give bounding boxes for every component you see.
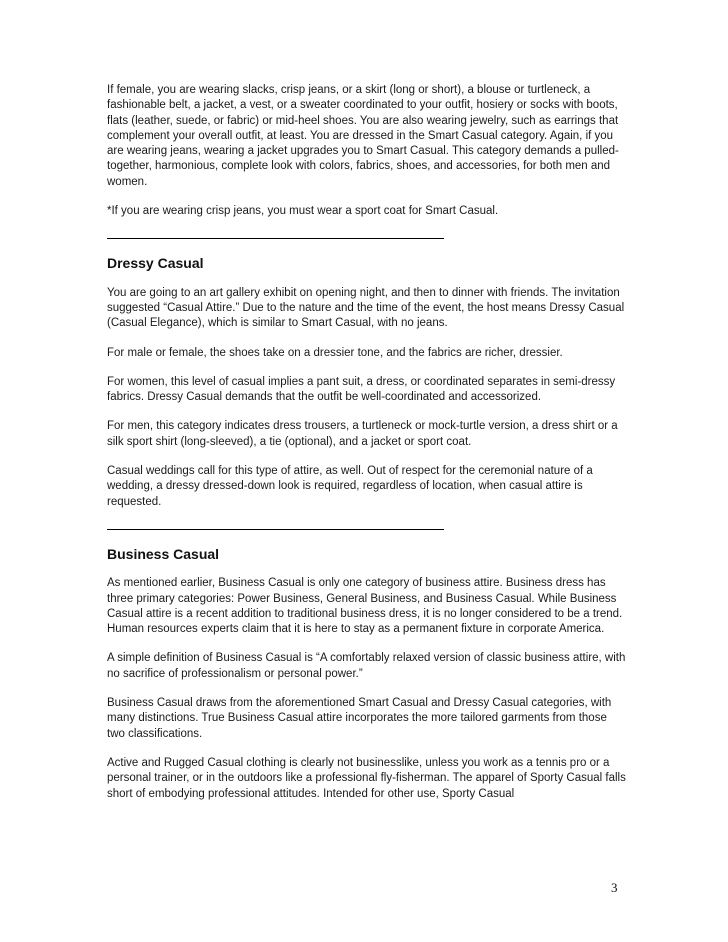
business-paragraph-2: A simple definition of Business Casual is “A comfortably relaxed version of classic business attire, with no sacrifice of professionalism or personal power.” <box>107 652 626 680</box>
page-number: 3 <box>611 880 618 895</box>
dressy-paragraph-3: For women, this level of casual implies a pant suit, a dress, or coordinated separates in semi-dressy fabrics. Dressy Casual demands that the outfit be well-coordinated and accessorized. <box>107 375 616 404</box>
section-divider <box>107 529 444 530</box>
business-paragraph-3: Business Casual draws from the aforementioned Smart Casual and Dressy Casual categories, with many distinctions. True Business Casual attire incorporates the more tailored garments from those two classifications. <box>107 697 612 740</box>
business-paragraph-1: As mentioned earlier, Business Casual is only one category of business attire. Business dress has three primary categories: Power Business, General Business, and Business Casual. While Business Casual attire is a recent addition to traditional business dress, it is no longer considered to be a trend. Human resources experts claim that it is here to stay as a permanent fixture in corporate America. <box>107 577 623 636</box>
dressy-paragraph-2: For male or female, the shoes take on a dressier tone, and the fabrics are richer, dressier. <box>107 346 563 359</box>
intro-paragraph-2: *If you are wearing crisp jeans, you must wear a sport coat for Smart Casual. <box>107 205 499 218</box>
section-heading-dressy-casual: Dressy Casual <box>107 255 204 272</box>
dressy-paragraph-5: Casual weddings call for this type of attire, as well. Out of respect for the ceremonial nature of a wedding, a dressy dressed-down look is required, regardless of location, when casual attire is requested. <box>107 465 593 508</box>
dressy-paragraph-4: For men, this category indicates dress trousers, a turtleneck or mock-turtle version, a dress shirt or a silk sport shirt (long-sleeved), a tie (optional), and a jacket or sport coat. <box>107 420 618 448</box>
section-heading-business-casual: Business Casual <box>107 545 220 562</box>
business-paragraph-4: Active and Rugged Casual clothing is clearly not businesslike, unless you work as a tennis pro or a personal trainer, or in the outdoors like a professional fly-fisherman. The apparel of Sporty Casual falls short of embodying professional attitudes. Intended for other use, Sporty Casual <box>107 756 626 800</box>
dressy-paragraph-1: You are going to an art gallery exhibit on opening night, and then to dinner with friends. The invitation suggested “Casual Attire.” Due to the nature and the time of the event, the host means Dressy Casual (Casual Elegance), which is similar to Smart Casual, with no jeans. <box>107 286 625 330</box>
document-page <box>107 83 627 816</box>
section-divider <box>107 238 444 239</box>
intro-paragraph-1: If female, you are wearing slacks, crisp jeans, or a skirt (long or short), a blouse or turtleneck, a fashionable belt, a jacket, a vest, or a sweater coordinated to your outfit, hosiery or socks with boots, flats (leather, suede, or fabric) or mid-heel shoes. You are also wearing jewelry, such as earrings that complement your overall outfit, at least. You are dressed in the Smart Casual category. Again, if you are wearing jeans, wearing a jacket upgrades you to Smart Casual. This category demands a pulled-together, harmonious, complete look with colors, fabrics, shoes, and accessories, for both men and women. <box>107 84 619 188</box>
